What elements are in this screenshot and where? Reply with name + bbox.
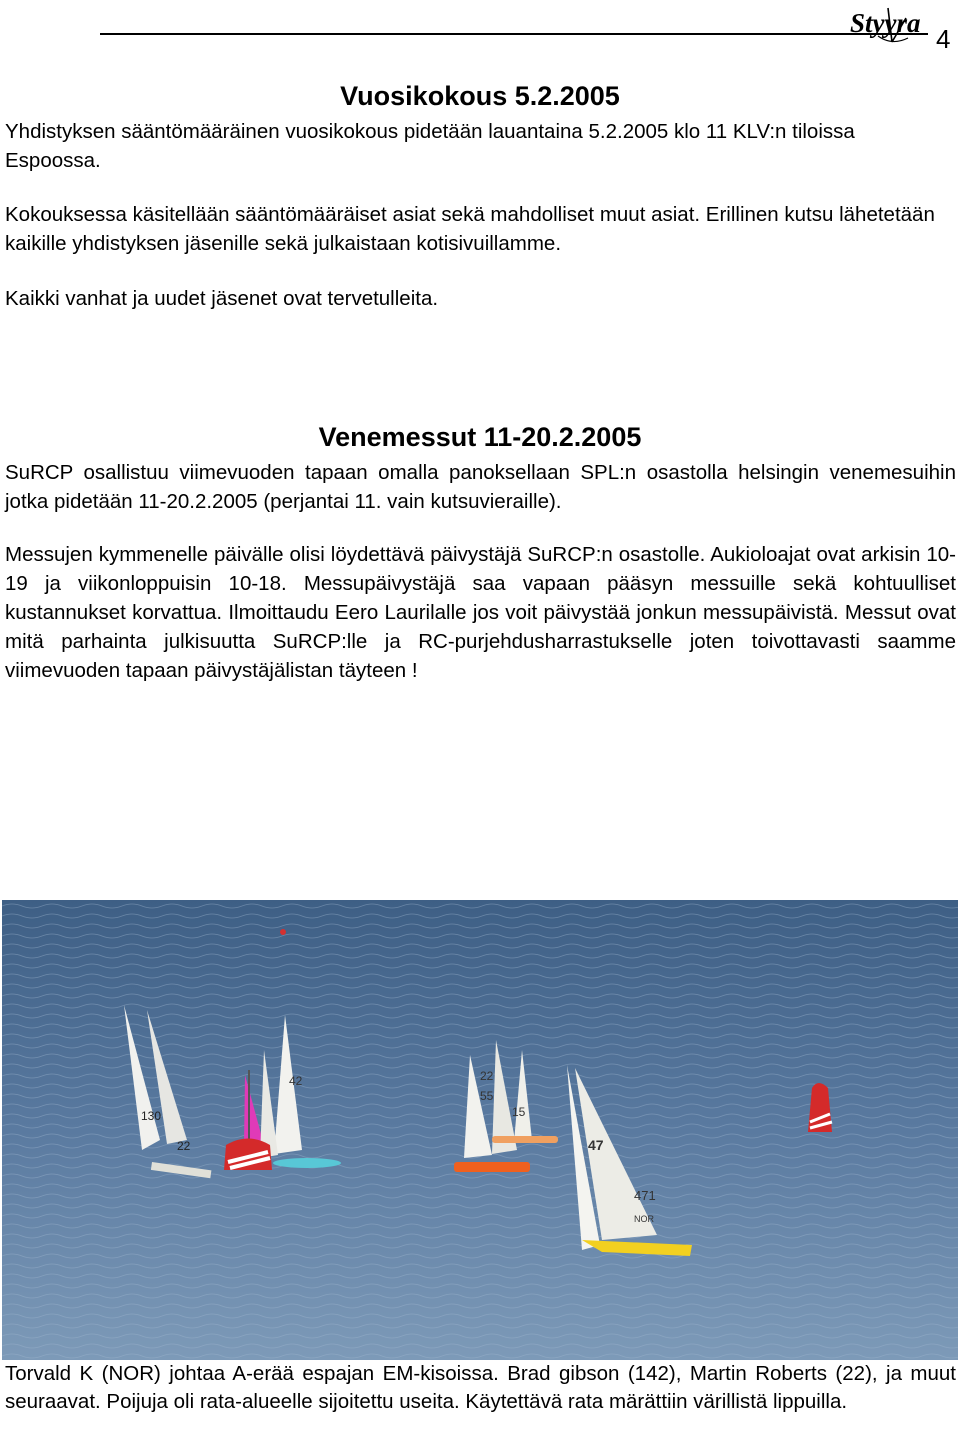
sail-number-15: 15 xyxy=(512,1105,526,1119)
logo-text: Styyra xyxy=(850,8,921,38)
page-number: 4 xyxy=(936,24,951,54)
paragraph-boat-show-info: SuRCP osallistuu viimevuoden tapaan omalla panoksellaan SPL:n osastolla helsingin venemesuihin jotka pidetään 11-20.2.2005 (perjantai 11. vain kutsuvieraille). xyxy=(5,461,956,513)
regatta-photo-illustration xyxy=(2,900,958,1360)
sail-country-nor: NOR xyxy=(634,1214,654,1224)
sail-number-471: 471 xyxy=(634,1188,656,1203)
sail-number-47: 47 xyxy=(588,1137,604,1153)
regatta-photo xyxy=(2,900,958,1360)
paragraph-meeting-agenda: Kokouksessa käsitellään sääntömääräiset asiat sekä mahdolliset muut asiat. Erillinen kutsu lähetetään kaikille yhdistyksen jäsenille sekä julkaistaan kotisivuillamme. xyxy=(5,203,935,255)
photo-caption: Torvald K (NOR) johtaa A-erää espajan EM-kisoissa. Brad gibson (142), Martin Roberts (22), ja muut seuraavat. Poijuja oli rata-alueelle sijoitettu useita. Käytettävä rata märättiin värillistä lippuilla. xyxy=(5,1362,956,1413)
paragraph-volunteer-call: Messujen kymmenelle päivälle olisi löydettävä päivystäjä SuRCP:n osastolle. Aukioloajat ovat arkisin 10-19 ja viikonloppuisin 10-18. Messupäivystäjä saa vapaan pääsyn messuille sekä kohtuulliset kustannukset korvattua. Ilmoittaudu Eero Laurilalle jos voit päivystää jonkun messupäivistä. Messut ovat mitä parhainta julkisuutta SuRCP:lle ja RC-purjehdusharrastukselle joten toivottavasti saamme viimevuoden tapaan päivystäjälistan täyteen ! xyxy=(5,543,956,682)
buoy-left xyxy=(224,1139,272,1171)
paragraph-welcome: Kaikki vanhat ja uudet jäsenet ovat tervetulleita. xyxy=(5,287,439,310)
styyra-logo xyxy=(848,2,932,48)
sail-number-22-middle: 22 xyxy=(480,1069,494,1083)
sail-number-130: 130 xyxy=(141,1109,162,1123)
header-rule xyxy=(100,33,928,35)
sail-number-55: 55 xyxy=(480,1089,494,1103)
paragraph-meeting-time: Yhdistyksen sääntömääräinen vuosikokous pidetään lauantaina 5.2.2005 klo 11 KLV:n tiloissa Espoossa. xyxy=(5,120,855,172)
section-heading-annual-meeting: Vuosikokous 5.2.2005 xyxy=(340,81,620,111)
section-heading-boat-show: Venemessut 11-20.2.2005 xyxy=(318,422,642,452)
distant-buoy xyxy=(280,929,286,935)
sail-number-42: 42 xyxy=(289,1074,303,1088)
sail-number-22-left: 22 xyxy=(177,1139,191,1153)
